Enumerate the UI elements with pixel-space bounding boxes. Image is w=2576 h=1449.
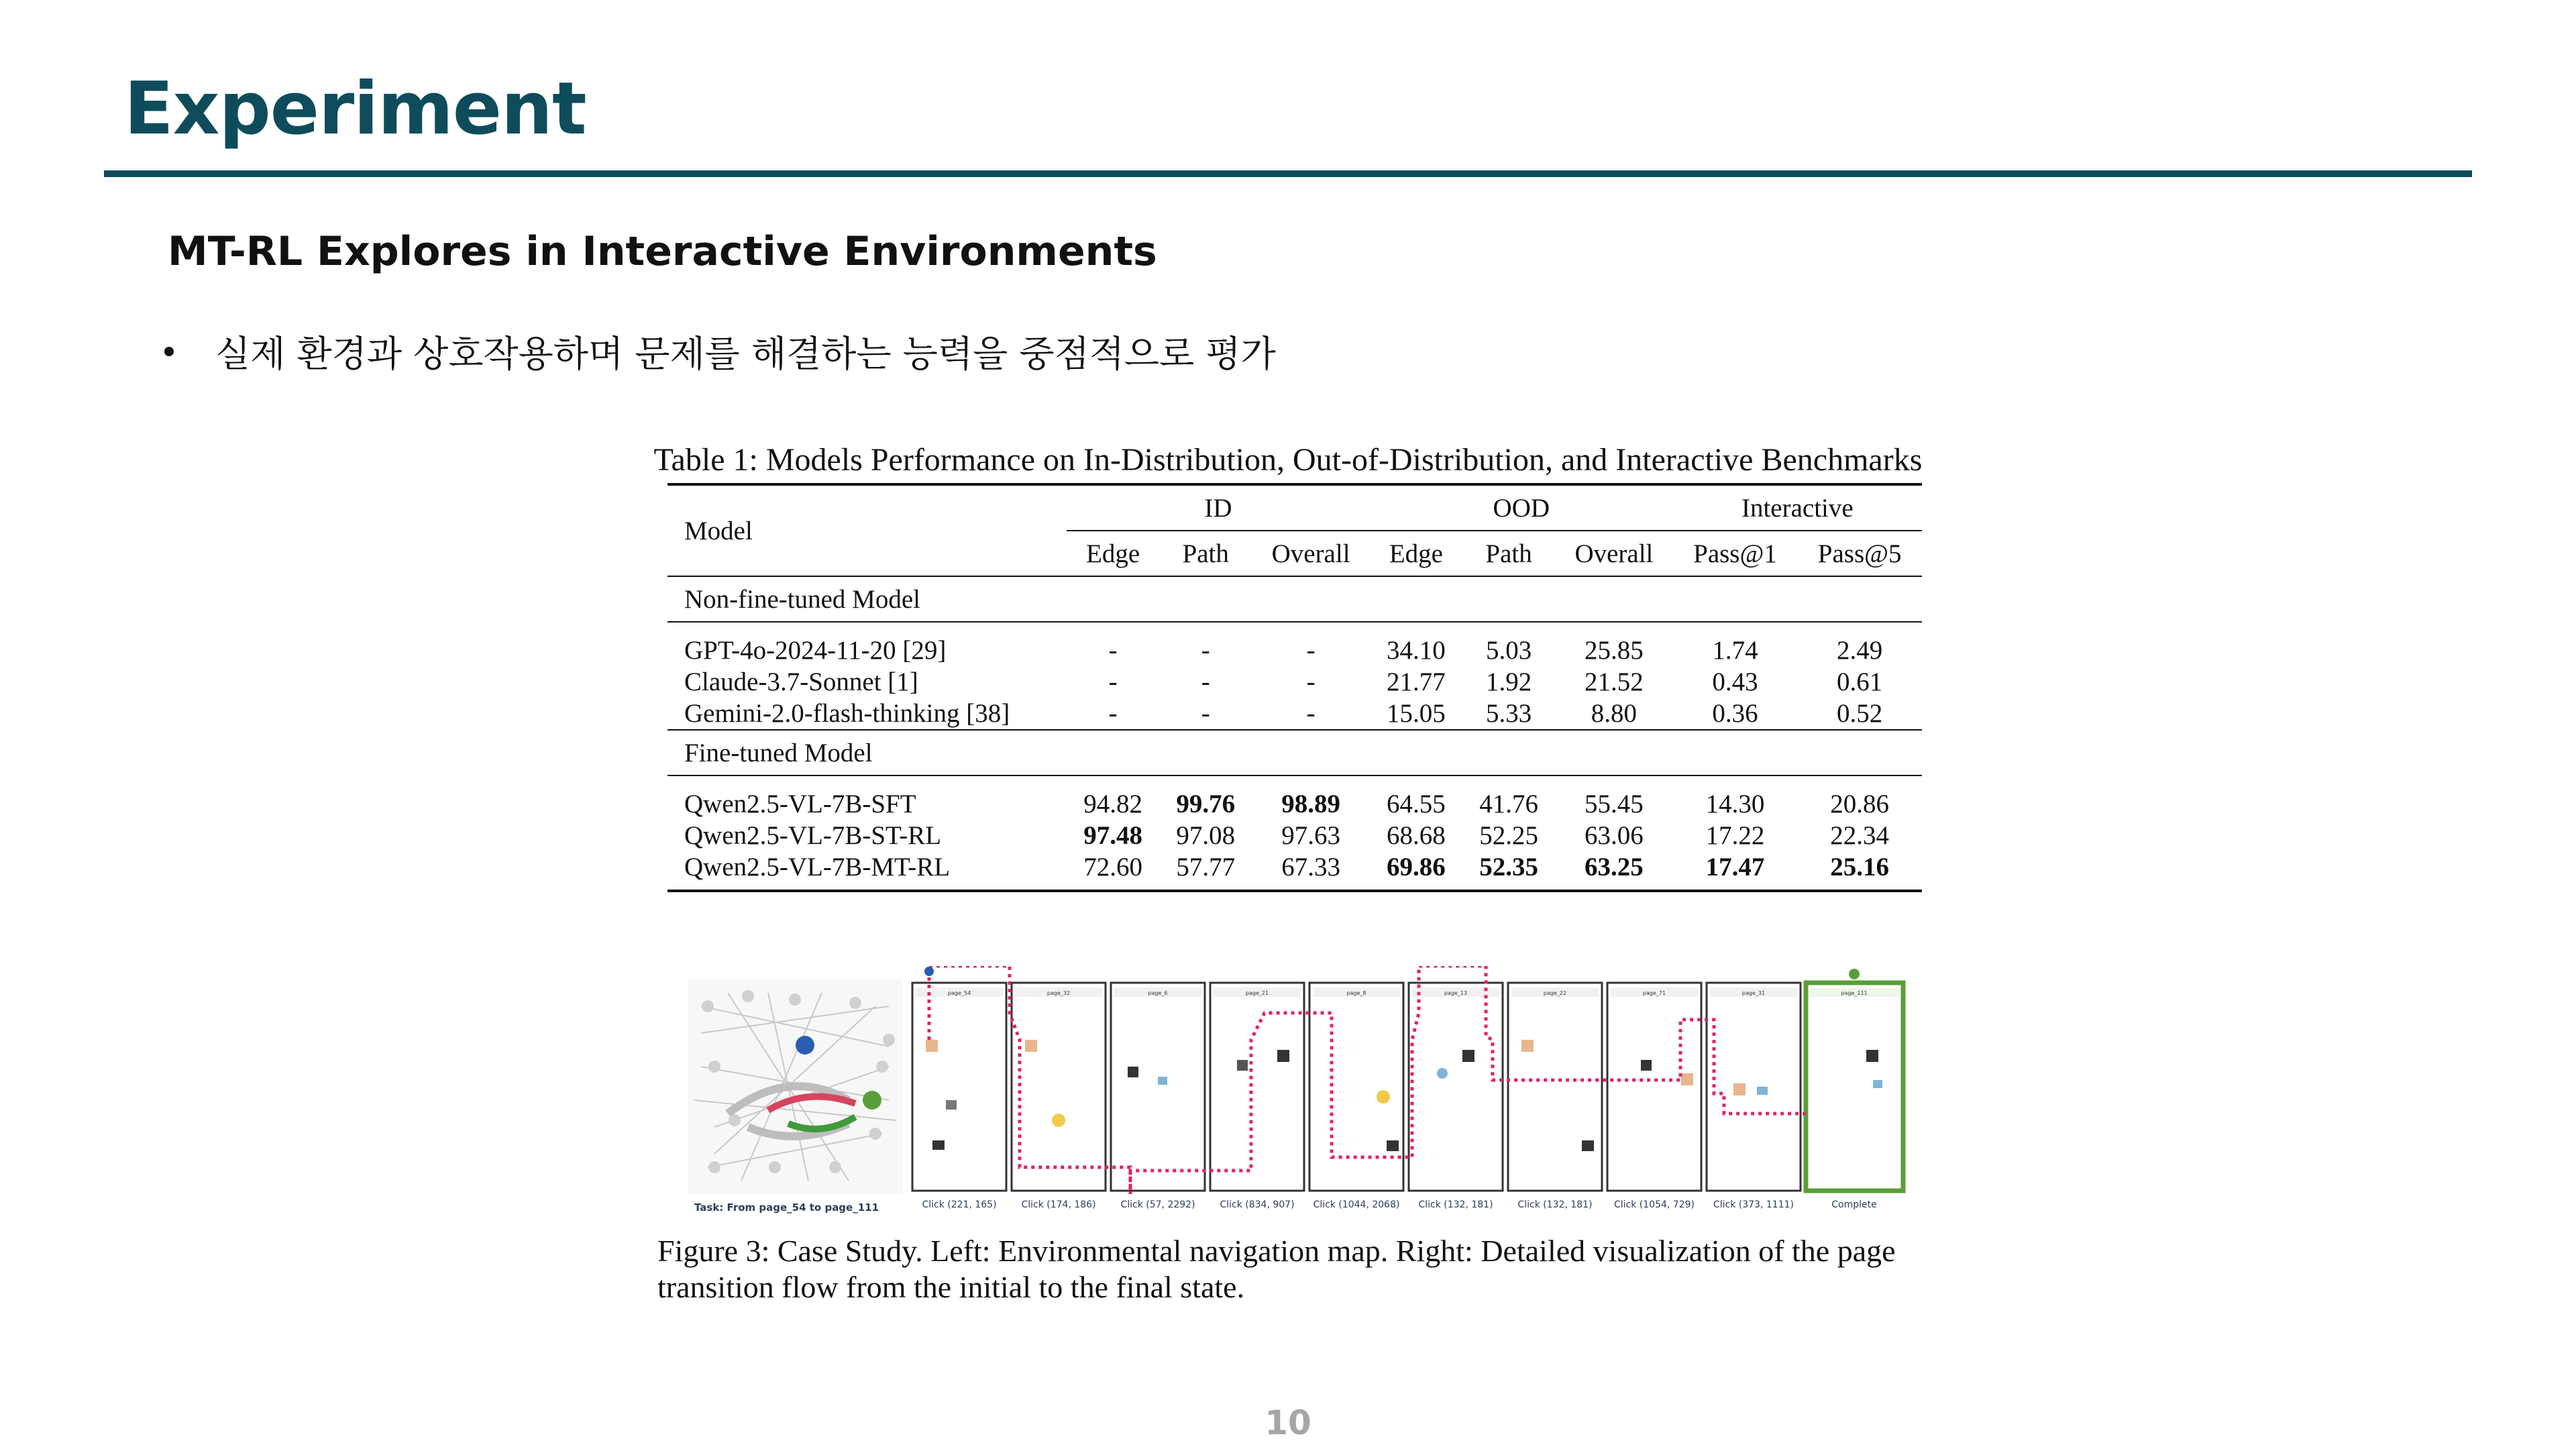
model-name: GPT-4o-2024-11-20 [29] (667, 622, 1067, 666)
table-row (667, 622, 1922, 666)
action-label: Click (174, 186) (1021, 1199, 1096, 1210)
section-label: Non-fine-tuned Model (667, 576, 1922, 622)
navigation-map (688, 979, 902, 1214)
table-cell: 67.33 (1252, 851, 1370, 891)
table-cell: 21.77 (1387, 667, 1446, 696)
column-header: Path (1182, 539, 1229, 568)
table-cell (1370, 851, 1462, 891)
best-value: 17.47 (1705, 853, 1765, 881)
table-cell: 68.68 (1387, 821, 1446, 850)
model-name: Claude-3.7-Sonnet [1] (684, 667, 918, 696)
table-cell (1462, 851, 1555, 891)
table-cell: 5.03 (1462, 622, 1555, 666)
best-value: 97.48 (1083, 821, 1142, 850)
table-cell: 5.33 (1485, 699, 1532, 728)
table-cell: 1.92 (1485, 667, 1532, 696)
table-cell: 64.55 (1370, 775, 1462, 820)
model-name: Qwen2.5-VL-7B-SFT (667, 775, 1067, 820)
table-row (667, 775, 1922, 820)
table-header-row-groups (667, 484, 1922, 531)
table-cell: 63.06 (1585, 821, 1644, 850)
table-cell: 52.25 (1479, 821, 1538, 850)
page-panel (1210, 983, 1304, 1210)
column-header: Overall (1271, 539, 1350, 568)
table-cell: 94.82 (1067, 775, 1159, 820)
table-cell: 97.08 (1176, 821, 1236, 850)
model-header: Model (667, 484, 1067, 576)
page-panel (1309, 983, 1403, 1210)
page-panel (1409, 983, 1503, 1210)
table-cell: - (1252, 622, 1370, 666)
table-cell: - (1067, 622, 1159, 666)
action-label: Click (132, 181) (1418, 1199, 1493, 1210)
table-cell: 20.86 (1797, 775, 1922, 820)
start-pin-icon (924, 967, 934, 976)
action-label: Click (1054, 729) (1614, 1199, 1695, 1210)
table-cell: - (1306, 667, 1316, 696)
page-label: page_6 (1148, 990, 1168, 996)
page-label: page_71 (1642, 990, 1666, 996)
best-value: 69.86 (1387, 853, 1446, 881)
table-cell: 34.10 (1370, 622, 1462, 666)
group-header-ood: OOD (1370, 484, 1673, 531)
table-cell: - (1306, 699, 1316, 728)
table-cell (1673, 851, 1798, 891)
page-panel (912, 983, 1006, 1210)
group-header-interactive: Interactive (1673, 484, 1922, 531)
table-cell: 14.30 (1673, 775, 1798, 820)
page-number: 10 (1265, 1403, 1311, 1442)
column-header: Pass@5 (1817, 539, 1902, 568)
table-cell: 55.45 (1555, 775, 1673, 820)
table-row (667, 820, 1922, 851)
page-label: page_54 (947, 990, 971, 996)
table-cell: 21.52 (1585, 667, 1644, 696)
bullet-dot-icon (164, 347, 174, 356)
bullet-text: 실제 환경과 상호작용하며 문제를 해결하는 능력을 중점적으로 평가 (215, 333, 1276, 375)
table-cell: 41.76 (1462, 775, 1555, 820)
table-row (667, 851, 1922, 891)
table-cell: - (1108, 667, 1118, 696)
table-cell: 2.49 (1797, 622, 1922, 666)
best-value: 98.89 (1281, 790, 1340, 818)
table-cell: 0.52 (1837, 699, 1883, 728)
section-row (667, 576, 1922, 622)
table-row (667, 698, 1922, 730)
action-label: Complete (1831, 1199, 1877, 1210)
bullet-item (164, 325, 1276, 377)
page-label: page_22 (1543, 990, 1567, 996)
table-cell: - (1201, 667, 1210, 696)
table-row (667, 666, 1922, 698)
action-label: Click (132, 181) (1517, 1199, 1593, 1210)
model-name: Qwen2.5-VL-7B-ST-RL (684, 821, 942, 850)
benchmark-table (667, 483, 1922, 892)
page-panel-complete (1806, 969, 1903, 1210)
slide-subtitle: MT-RL Explores in Interactive Environments (168, 228, 1157, 275)
table-cell: 72.60 (1067, 851, 1159, 891)
page-label: page_21 (1245, 990, 1269, 996)
action-label: Click (57, 2292) (1120, 1199, 1195, 1210)
page-label: page_32 (1046, 990, 1071, 996)
column-header: Edge (1086, 539, 1140, 568)
table-cell: - (1159, 622, 1252, 666)
figure-caption: Figure 3: Case Study. Left: Environmental navigation map. Right: Detailed visualization of the page transition flow from the initial to the final state. (657, 1234, 1896, 1304)
table-cell: 1.74 (1673, 622, 1798, 666)
table-cell: 25.85 (1555, 622, 1673, 666)
action-label: Click (373, 1111) (1713, 1199, 1794, 1210)
page-panels (912, 969, 1903, 1210)
table-cell: 57.77 (1159, 851, 1252, 891)
title-underline (104, 170, 2472, 177)
goal-pin-icon (1849, 969, 1860, 979)
table-cell: 22.34 (1830, 821, 1890, 850)
slide-title: Experiment (124, 67, 586, 151)
section-row (667, 730, 1922, 775)
table-cell: 0.61 (1837, 667, 1883, 696)
column-header: Edge (1389, 539, 1443, 568)
table-cell (1797, 851, 1922, 891)
best-value: 99.76 (1176, 790, 1236, 818)
group-header-id: ID (1067, 484, 1370, 531)
page-label: page_13 (1444, 990, 1468, 996)
table-cell: 8.80 (1591, 699, 1638, 728)
model-name: Gemini-2.0-flash-thinking [38] (684, 699, 1010, 728)
table-cell: 0.36 (1712, 699, 1758, 728)
page-panel (1707, 983, 1801, 1210)
table-cell (1555, 851, 1673, 891)
best-value: 63.25 (1585, 853, 1644, 881)
column-header: Pass@1 (1693, 539, 1777, 568)
task-label: Task: From page_54 to page_111 (694, 1201, 879, 1214)
action-label: Click (834, 907) (1220, 1199, 1295, 1210)
table-cell: - (1108, 699, 1118, 728)
table-cell: 97.63 (1281, 821, 1340, 850)
action-label: Click (221, 165) (922, 1199, 997, 1210)
table-cell: 0.43 (1712, 667, 1758, 696)
table-cell (1159, 775, 1252, 820)
column-header: Overall (1574, 539, 1654, 568)
table-cell (1252, 775, 1370, 820)
page-label: page_31 (1741, 990, 1766, 996)
page-panel (1012, 983, 1106, 1210)
table-caption: Table 1: Models Performance on In-Distribution, Out-of-Distribution, and Interactive Benchmarks (653, 442, 1923, 478)
section-label: Fine-tuned Model (667, 730, 1922, 775)
table-cell (1067, 820, 1159, 851)
page-label: page_111 (1841, 990, 1868, 996)
start-pin-icon (796, 1036, 814, 1055)
table-cell: - (1201, 699, 1210, 728)
column-header: Path (1485, 539, 1532, 568)
best-value: 52.35 (1479, 853, 1538, 881)
best-value: 25.16 (1830, 853, 1890, 881)
page-panel (1508, 983, 1602, 1210)
page-label: page_8 (1346, 990, 1366, 996)
case-study-figure (688, 966, 1909, 1214)
page-panel (1111, 983, 1205, 1210)
goal-pin-icon (863, 1091, 881, 1110)
table-cell: 17.22 (1705, 821, 1765, 850)
page-panel (1607, 983, 1701, 1210)
table-cell: 15.05 (1387, 699, 1446, 728)
action-label: Click (1044, 2068) (1313, 1199, 1400, 1210)
model-name: Qwen2.5-VL-7B-MT-RL (667, 851, 1067, 891)
